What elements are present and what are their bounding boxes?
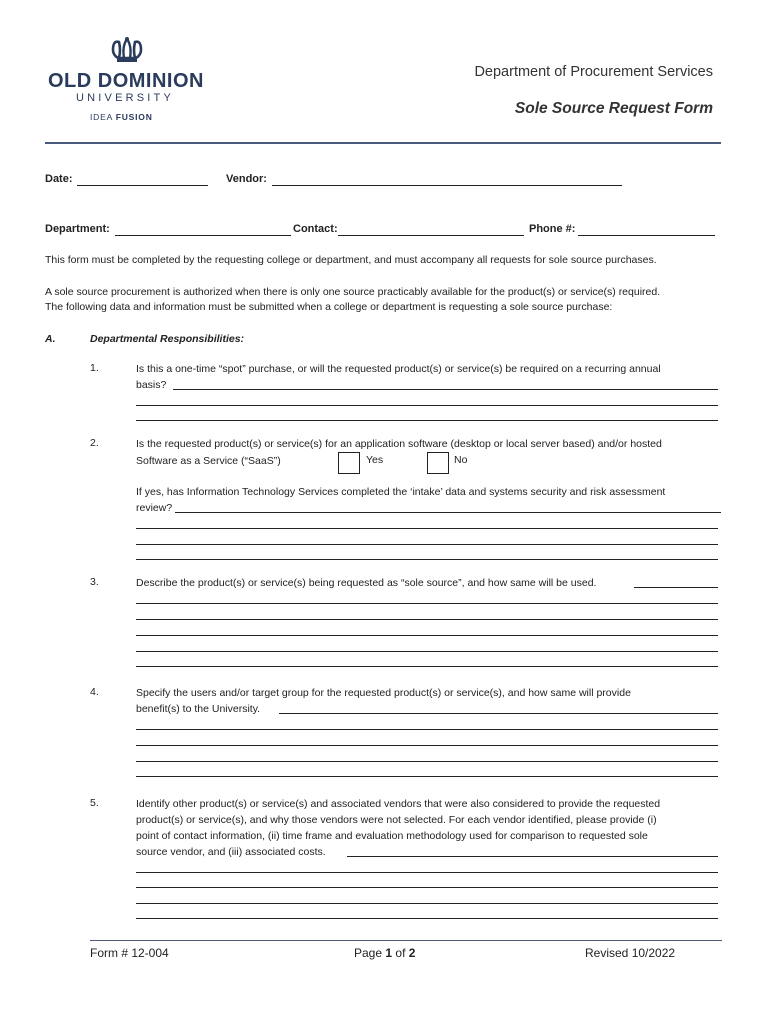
question-5-line-2: product(s) or service(s), and why those vendors were not selected. For each vendor identified, please provide (i) [136, 814, 657, 826]
question-4-line-1: Specify the users and/or target group for the requested product(s) or service(s), and how same will provide [136, 687, 631, 699]
question-2-answer-line[interactable] [136, 528, 718, 529]
question-3-answer-line[interactable] [136, 619, 718, 620]
question-5-answer-line[interactable] [347, 856, 718, 857]
question-3-answer-line[interactable] [136, 651, 718, 652]
question-5-answer-line[interactable] [136, 887, 718, 888]
question-2-line-2: Software as a Service (“SaaS”) [136, 455, 281, 467]
yes-checkbox[interactable] [338, 452, 360, 474]
question-5-number: 5. [90, 797, 99, 809]
question-3-line-1: Describe the product(s) or service(s) being requested as “sole source”, and how same will be used. [136, 577, 597, 589]
footer-divider [90, 940, 722, 941]
section-letter: A. [45, 333, 56, 345]
contact-label: Contact: [293, 223, 338, 235]
page-indicator [354, 946, 415, 960]
question-5-answer-line[interactable] [136, 872, 718, 873]
page-current: 1 [385, 946, 393, 960]
question-3-answer-line[interactable] [136, 666, 718, 667]
department-field[interactable] [115, 235, 291, 236]
question-4-answer-line[interactable] [136, 729, 718, 730]
question-3-answer-line[interactable] [136, 635, 718, 636]
question-1-line-2: basis? [136, 379, 167, 391]
date-label: Date: [45, 173, 73, 185]
question-4-line-2: benefit(s) to the University. [136, 703, 261, 715]
section-title: Departmental Responsibilities: [90, 333, 245, 345]
question-4-answer-line[interactable] [279, 713, 718, 714]
question-2-answer-line[interactable] [136, 559, 718, 560]
page-prefix: Page [354, 946, 383, 960]
question-2-followup-line-1: If yes, has Information Technology Services completed the ‘intake’ data and systems security and risk assessment [136, 486, 666, 498]
question-2-answer-line[interactable] [136, 544, 718, 545]
question-4-answer-line[interactable] [136, 776, 718, 777]
no-label: No [454, 454, 468, 466]
vendor-label: Vendor: [226, 173, 267, 185]
question-4-number: 4. [90, 686, 99, 698]
question-3-answer-line[interactable] [634, 587, 718, 588]
page-of: of [395, 946, 406, 960]
date-field[interactable] [77, 185, 208, 186]
form-number: Form # 12-004 [90, 946, 169, 960]
department-title: Department of Procurement Services [474, 64, 713, 80]
phone-label: Phone #: [529, 223, 576, 235]
question-1-number: 1. [90, 362, 99, 374]
phone-field[interactable] [578, 235, 715, 236]
question-2-followup-line-2: review? [136, 502, 173, 514]
intro-paragraph-2-line-2: The following data and information must be submitted when a college or department is requesting a sole source purchase: [45, 301, 613, 313]
question-2-answer-line[interactable] [175, 512, 721, 513]
crown-icon [110, 36, 144, 64]
question-1-answer-line[interactable] [173, 389, 718, 390]
revision-date: Revised 10/2022 [585, 946, 676, 960]
question-3-number: 3. [90, 576, 99, 588]
question-5-line-3: point of contact information, (ii) time frame and evaluation methodology used for comparison to requested sole [136, 830, 648, 842]
logo-university: UNIVERSITY [76, 92, 175, 104]
logo-tag-left: IDEA [90, 112, 113, 122]
form-title: Sole Source Request Form [514, 100, 713, 117]
page-total: 2 [408, 946, 416, 960]
question-2-number: 2. [90, 437, 99, 449]
question-5-line-1: Identify other product(s) or service(s) and associated vendors that were also considered to provide the requested [136, 798, 661, 810]
logo-tag-right: FUSION [115, 112, 153, 122]
logo-name: OLD DOMINION [48, 70, 204, 92]
yes-label: Yes [366, 454, 384, 466]
question-4-answer-line[interactable] [136, 745, 718, 746]
question-3-answer-line[interactable] [136, 603, 718, 604]
question-1-answer-line[interactable] [136, 420, 718, 421]
question-5-answer-line[interactable] [136, 918, 718, 919]
vendor-field[interactable] [272, 185, 622, 186]
question-1-line-1: Is this a one-time “spot” purchase, or will the requested product(s) or service(s) be required on a recurring annual [136, 363, 661, 375]
question-5-line-4: source vendor, and (iii) associated costs. [136, 846, 326, 858]
intro-paragraph-1: This form must be completed by the requesting college or department, and must accompany all requests for sole source purchases. [45, 254, 657, 266]
question-1-answer-line[interactable] [136, 405, 718, 406]
intro-paragraph-2-line-1: A sole source procurement is authorized when there is only one source practicably available for the product(s) or service(s) required. [45, 286, 661, 298]
question-2-line-1: Is the requested product(s) or service(s) for an application software (desktop or local server based) and/or hosted [136, 438, 662, 450]
header-divider [45, 142, 721, 144]
odu-logo [48, 36, 213, 126]
logo-tagline [90, 112, 153, 122]
no-checkbox[interactable] [427, 452, 449, 474]
contact-field[interactable] [338, 235, 524, 236]
question-5-answer-line[interactable] [136, 903, 718, 904]
department-label: Department: [45, 223, 110, 235]
question-4-answer-line[interactable] [136, 761, 718, 762]
